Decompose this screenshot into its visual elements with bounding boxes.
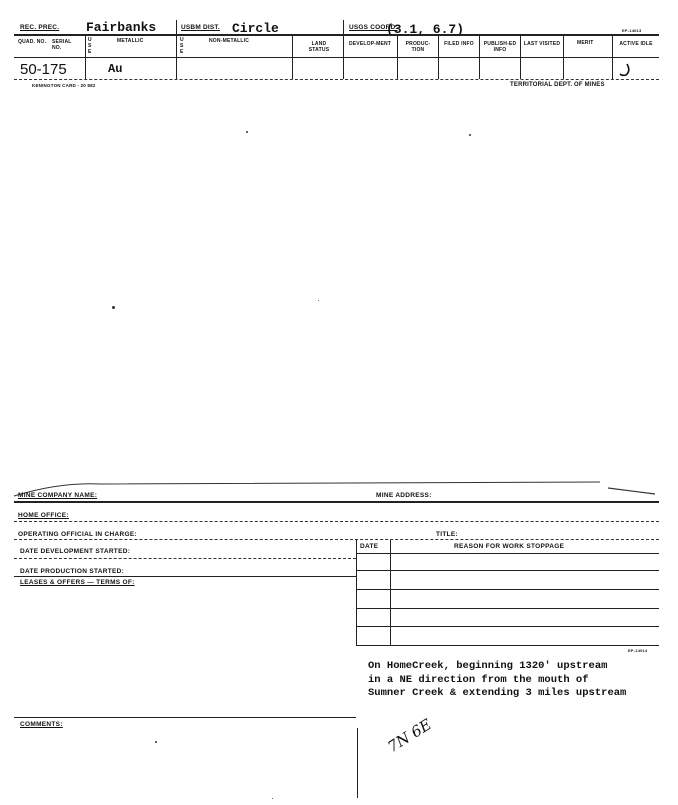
comments-divider [357, 728, 358, 798]
col-divider [397, 34, 398, 79]
last-visited-header: LAST VISITED [523, 41, 561, 47]
leases-offers-label: LEASES & OFFERS — TERMS OF: [20, 579, 135, 586]
use-nonmetallic-header: U S E [180, 37, 184, 55]
date-development-started-label: DATE DEVELOPMENT STARTED: [20, 548, 131, 555]
usbm-dist-label: USBM DIST. [181, 24, 220, 31]
scan-speck [155, 741, 157, 743]
card-edge [0, 474, 678, 504]
home-office-label: HOME OFFICE: [18, 512, 69, 519]
form-number-bottom: EP-14014 [628, 648, 648, 653]
title-label: TITLE: [436, 531, 459, 538]
rule [14, 501, 659, 503]
rule [14, 539, 659, 540]
scan-speck [246, 131, 248, 133]
rec-prec-value: Fairbanks [86, 20, 157, 35]
metallic-header: METALLIC [117, 38, 144, 44]
form-number-top: EP-14013 [622, 28, 642, 33]
quad-serial-value: 50-175 [20, 61, 67, 78]
table-row-rule [356, 570, 659, 571]
col-divider [292, 34, 293, 79]
table-divider [390, 540, 391, 646]
active-idle-header: ACTIVE IDLE [619, 41, 653, 47]
mine-address-label: MINE ADDRESS: [376, 492, 432, 499]
published-info-header: PUBLISH-ED INFO [483, 41, 517, 53]
mine-company-name-label: MINE COMPANY NAME: [18, 492, 98, 499]
col-divider [563, 34, 564, 79]
table-border [356, 540, 357, 646]
table-row-rule [356, 608, 659, 609]
usgs-coord-label: USGS COORD. [349, 24, 398, 31]
serial-no-header: SERIAL NO. [52, 39, 72, 51]
card-bottom-rule [14, 79, 659, 80]
merit-header: MERIT [577, 40, 594, 46]
comments-label: COMMENTS: [20, 721, 63, 728]
land-status-header: LAND STATUS [308, 41, 330, 53]
card-footer-right: TERRITORIAL DEPT. OF MINES [510, 82, 605, 88]
col-divider [479, 34, 480, 79]
col-divider [85, 34, 86, 79]
scan-speck [318, 300, 319, 301]
rule [14, 521, 659, 522]
col-divider [176, 20, 177, 79]
quad-no-header: QUAD. NO. [18, 39, 47, 45]
date-production-started-label: DATE PRODUCTION STARTED: [20, 568, 125, 575]
reason-column-header: REASON FOR WORK STOPPAGE [454, 543, 565, 550]
table-row-rule [356, 645, 659, 646]
scan-speck [469, 134, 471, 136]
nonmetallic-header: NON-METALLIC [209, 38, 250, 44]
table-row-rule [356, 553, 659, 554]
production-header: PRODUC-TION [405, 41, 431, 53]
metallic-value: Au [108, 62, 123, 76]
scan-speck [272, 798, 273, 799]
table-row-rule [356, 589, 659, 590]
date-column-header: DATE [360, 543, 379, 550]
location-line: in a NE direction from the mouth of [368, 673, 589, 686]
table-row-rule [356, 626, 659, 627]
scan-speck [112, 306, 115, 309]
rule [14, 558, 356, 559]
checkmark-icon [618, 62, 632, 78]
filed-info-header: FILED INFO [444, 41, 474, 47]
col-divider [343, 20, 344, 79]
usgs-coord-value: (3.1, 6.7) [386, 22, 465, 37]
usbm-dist-value: Circle [232, 21, 279, 36]
col-divider [612, 34, 613, 79]
handwritten-note: 7N 6E [384, 715, 435, 756]
location-line: Sumner Creek & extending 3 miles upstream [368, 687, 627, 699]
rule [14, 576, 356, 577]
col-divider [520, 34, 521, 79]
location-description [368, 660, 626, 701]
location-line: On HomeCreek, beginning 1320' upstream [368, 660, 608, 672]
operating-official-label: OPERATING OFFICIAL IN CHARGE: [18, 531, 137, 538]
development-header: DEVELOP-MENT [348, 41, 392, 47]
rule [14, 717, 356, 718]
col-divider [438, 34, 439, 79]
card-footer-left: KENINGTON CARD - 20 882 [32, 83, 96, 88]
rec-prec-label: REC. PREC. [20, 24, 60, 31]
use-metallic-header: U S E [88, 37, 92, 55]
